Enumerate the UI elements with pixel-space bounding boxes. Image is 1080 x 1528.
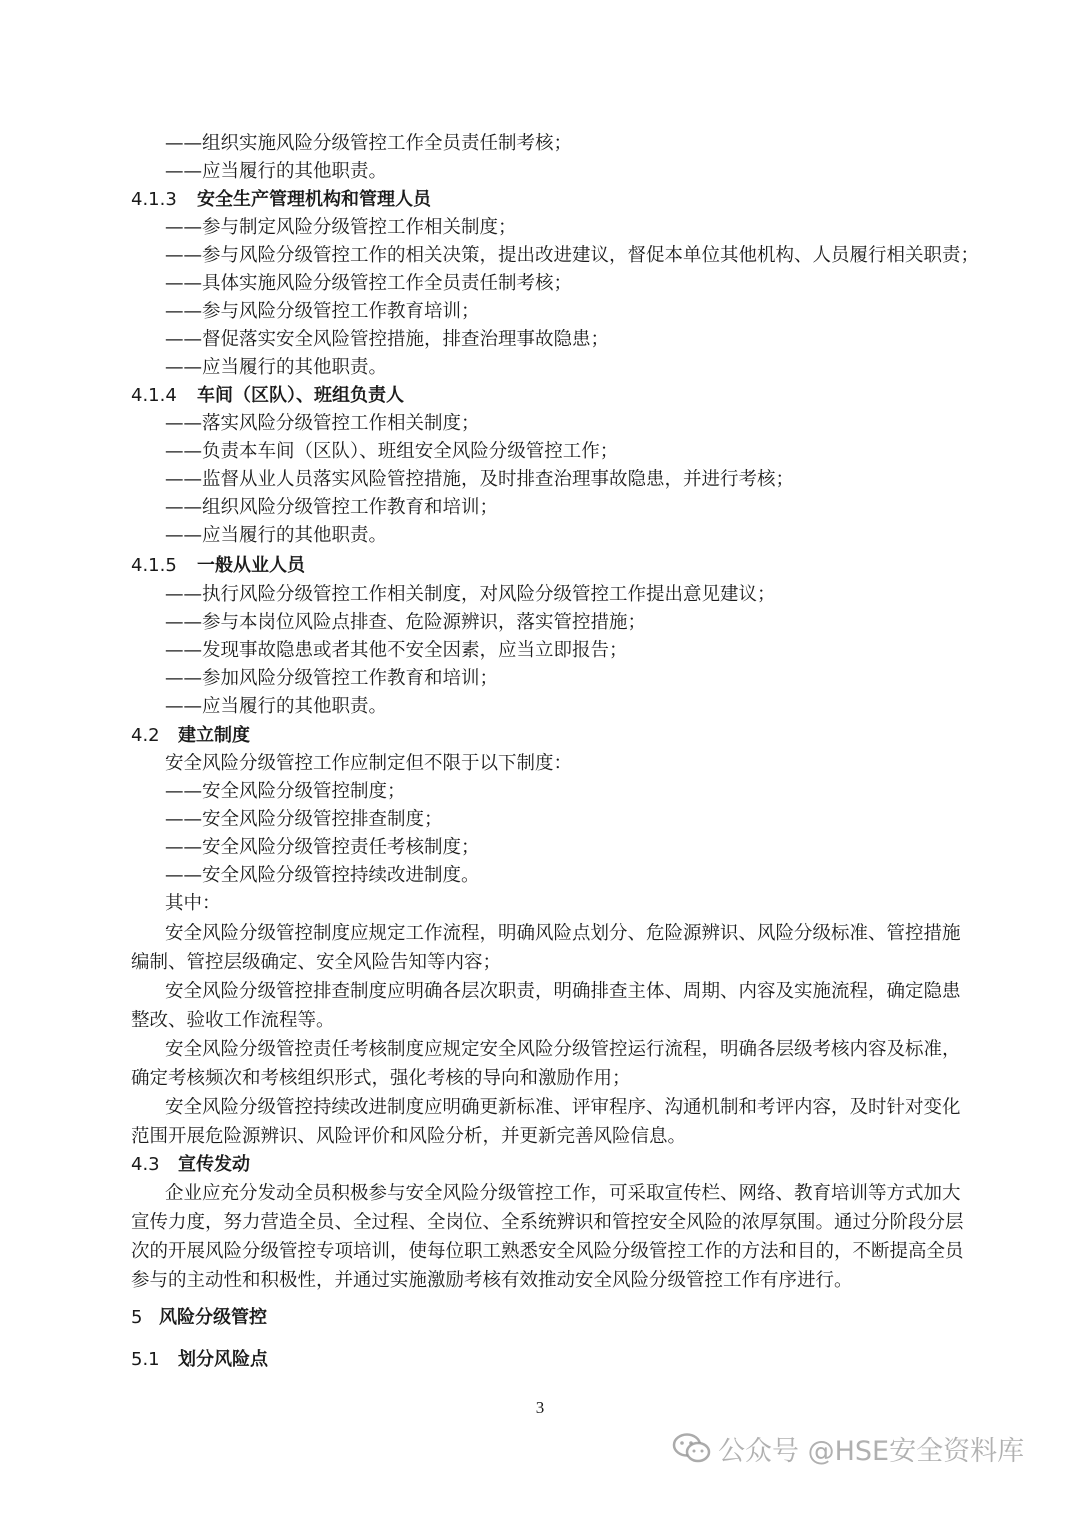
list-item: ——应当履行的其他职责。	[165, 357, 388, 378]
section-heading-5	[131, 1304, 267, 1332]
list-item: ——参与本岗位风险点排查、危险源辨识，落实管控措施；	[165, 612, 647, 633]
section-heading-4-1-3	[131, 186, 431, 214]
list-item: ——督促落实安全风险管控措施，排查治理事故隐患；	[165, 329, 610, 350]
list-item: ——安全风险分级管控制度；	[165, 781, 406, 802]
paragraph-line: 安全风险分级管控制度应规定工作流程，明确风险点划分、危险源辨识、风险分级标准、管控措施	[165, 923, 961, 944]
section-heading-4-2	[131, 722, 250, 750]
paragraph-line: 整改、验收工作流程等。	[131, 1010, 335, 1031]
section-title: 车间（区队）、班组负责人	[197, 385, 404, 406]
list-item: ——安全风险分级管控责任考核制度；	[165, 837, 480, 858]
section-title: 一般从业人员	[197, 555, 305, 576]
section-heading-4-1-5	[131, 552, 305, 580]
list-item: ——参与制定风险分级管控工作相关制度；	[165, 217, 517, 238]
list-item: ——落实风险分级管控工作相关制度；	[165, 413, 480, 434]
list-item: ——组织实施风险分级管控工作全员责任制考核；	[165, 133, 573, 154]
section-title: 划分风险点	[178, 1349, 268, 1370]
list-item: ——参与风险分级管控工作教育培训；	[165, 301, 480, 322]
list-item: ——参加风险分级管控工作教育和培训；	[165, 668, 499, 689]
section-title: 建立制度	[178, 725, 250, 746]
paragraph-line: 其中：	[165, 893, 221, 914]
page-number: 3	[535, 1398, 545, 1417]
list-item: ——应当履行的其他职责。	[165, 525, 388, 546]
list-item: ——安全风险分级管控持续改进制度。	[165, 865, 480, 886]
paragraph-line: 安全风险分级管控工作应制定但不限于以下制度：	[165, 753, 573, 774]
list-item: ——应当履行的其他职责。	[165, 696, 388, 717]
section-heading-4-3	[131, 1151, 250, 1179]
list-item: ——执行风险分级管控工作相关制度，对风险分级管控工作提出意见建议；	[165, 584, 776, 605]
paragraph-line: 安全风险分级管控排查制度应明确各层次职责，明确排查主体、周期、内容及实施流程，确定隐患	[165, 981, 961, 1002]
section-heading-4-1-4	[131, 382, 404, 410]
paragraph-line: 确定考核频次和考核组织形式，强化考核的导向和激励作用；	[131, 1068, 631, 1089]
section-number: 4.1.3	[131, 189, 177, 210]
section-heading-5-1	[131, 1346, 268, 1374]
list-item: ——监督从业人员落实风险管控措施，及时排查治理事故隐患，并进行考核；	[165, 469, 795, 490]
watermark	[672, 1428, 1024, 1468]
section-number: 5	[131, 1307, 143, 1328]
paragraph-line: 宣传力度，努力营造全员、全过程、全岗位、全系统辨识和管控安全风险的浓厚氛围。通过分阶段分层	[131, 1212, 964, 1233]
list-item: ——组织风险分级管控工作教育和培训；	[165, 497, 499, 518]
section-title: 风险分级管控	[159, 1307, 267, 1328]
section-number: 5.1	[131, 1349, 160, 1370]
paragraph-line: 企业应充分发动全员积极参与安全风险分级管控工作，可采取宣传栏、网络、教育培训等方式加大	[165, 1183, 961, 1204]
paragraph-line: 编制、管控层级确定、安全风险告知等内容；	[131, 952, 502, 973]
list-item: ——发现事故隐患或者其他不安全因素，应当立即报告；	[165, 640, 628, 661]
section-title: 安全生产管理机构和管理人员	[197, 189, 431, 210]
list-item: ——安全风险分级管控排查制度；	[165, 809, 443, 830]
section-number: 4.2	[131, 725, 160, 746]
section-number: 4.1.5	[131, 555, 177, 576]
section-number: 4.3	[131, 1154, 160, 1175]
watermark-text: 公众号 @HSE安全资料库	[718, 1435, 1025, 1467]
paragraph-line: 范围开展危险源辨识、风险评价和风险分析，并更新完善风险信息。	[131, 1126, 687, 1147]
section-number: 4.1.4	[131, 385, 177, 406]
paragraph-line: 参与的主动性和积极性，并通过实施激励考核有效推动安全风险分级管控工作有序进行。	[131, 1270, 853, 1291]
paragraph-line: 安全风险分级管控持续改进制度应明确更新标准、评审程序、沟通机制和考评内容，及时针对变化	[165, 1097, 961, 1118]
paragraph-line: 安全风险分级管控责任考核制度应规定安全风险分级管控运行流程，明确各层级考核内容及标准，	[165, 1039, 961, 1060]
list-item: ——应当履行的其他职责。	[165, 161, 388, 182]
list-item: ——具体实施风险分级管控工作全员责任制考核；	[165, 273, 573, 294]
section-title: 宣传发动	[178, 1154, 250, 1175]
list-item: ——负责本车间（区队）、班组安全风险分级管控工作；	[165, 441, 619, 462]
paragraph-line: 次的开展风险分级管控专项培训，使每位职工熟悉安全风险分级管控工作的方法和目的，不断提高全员	[131, 1241, 964, 1262]
list-item: ——参与风险分级管控工作的相关决策，提出改进建议，督促本单位其他机构、人员履行相关职责；	[165, 245, 980, 266]
wechat-icon	[672, 1431, 712, 1465]
